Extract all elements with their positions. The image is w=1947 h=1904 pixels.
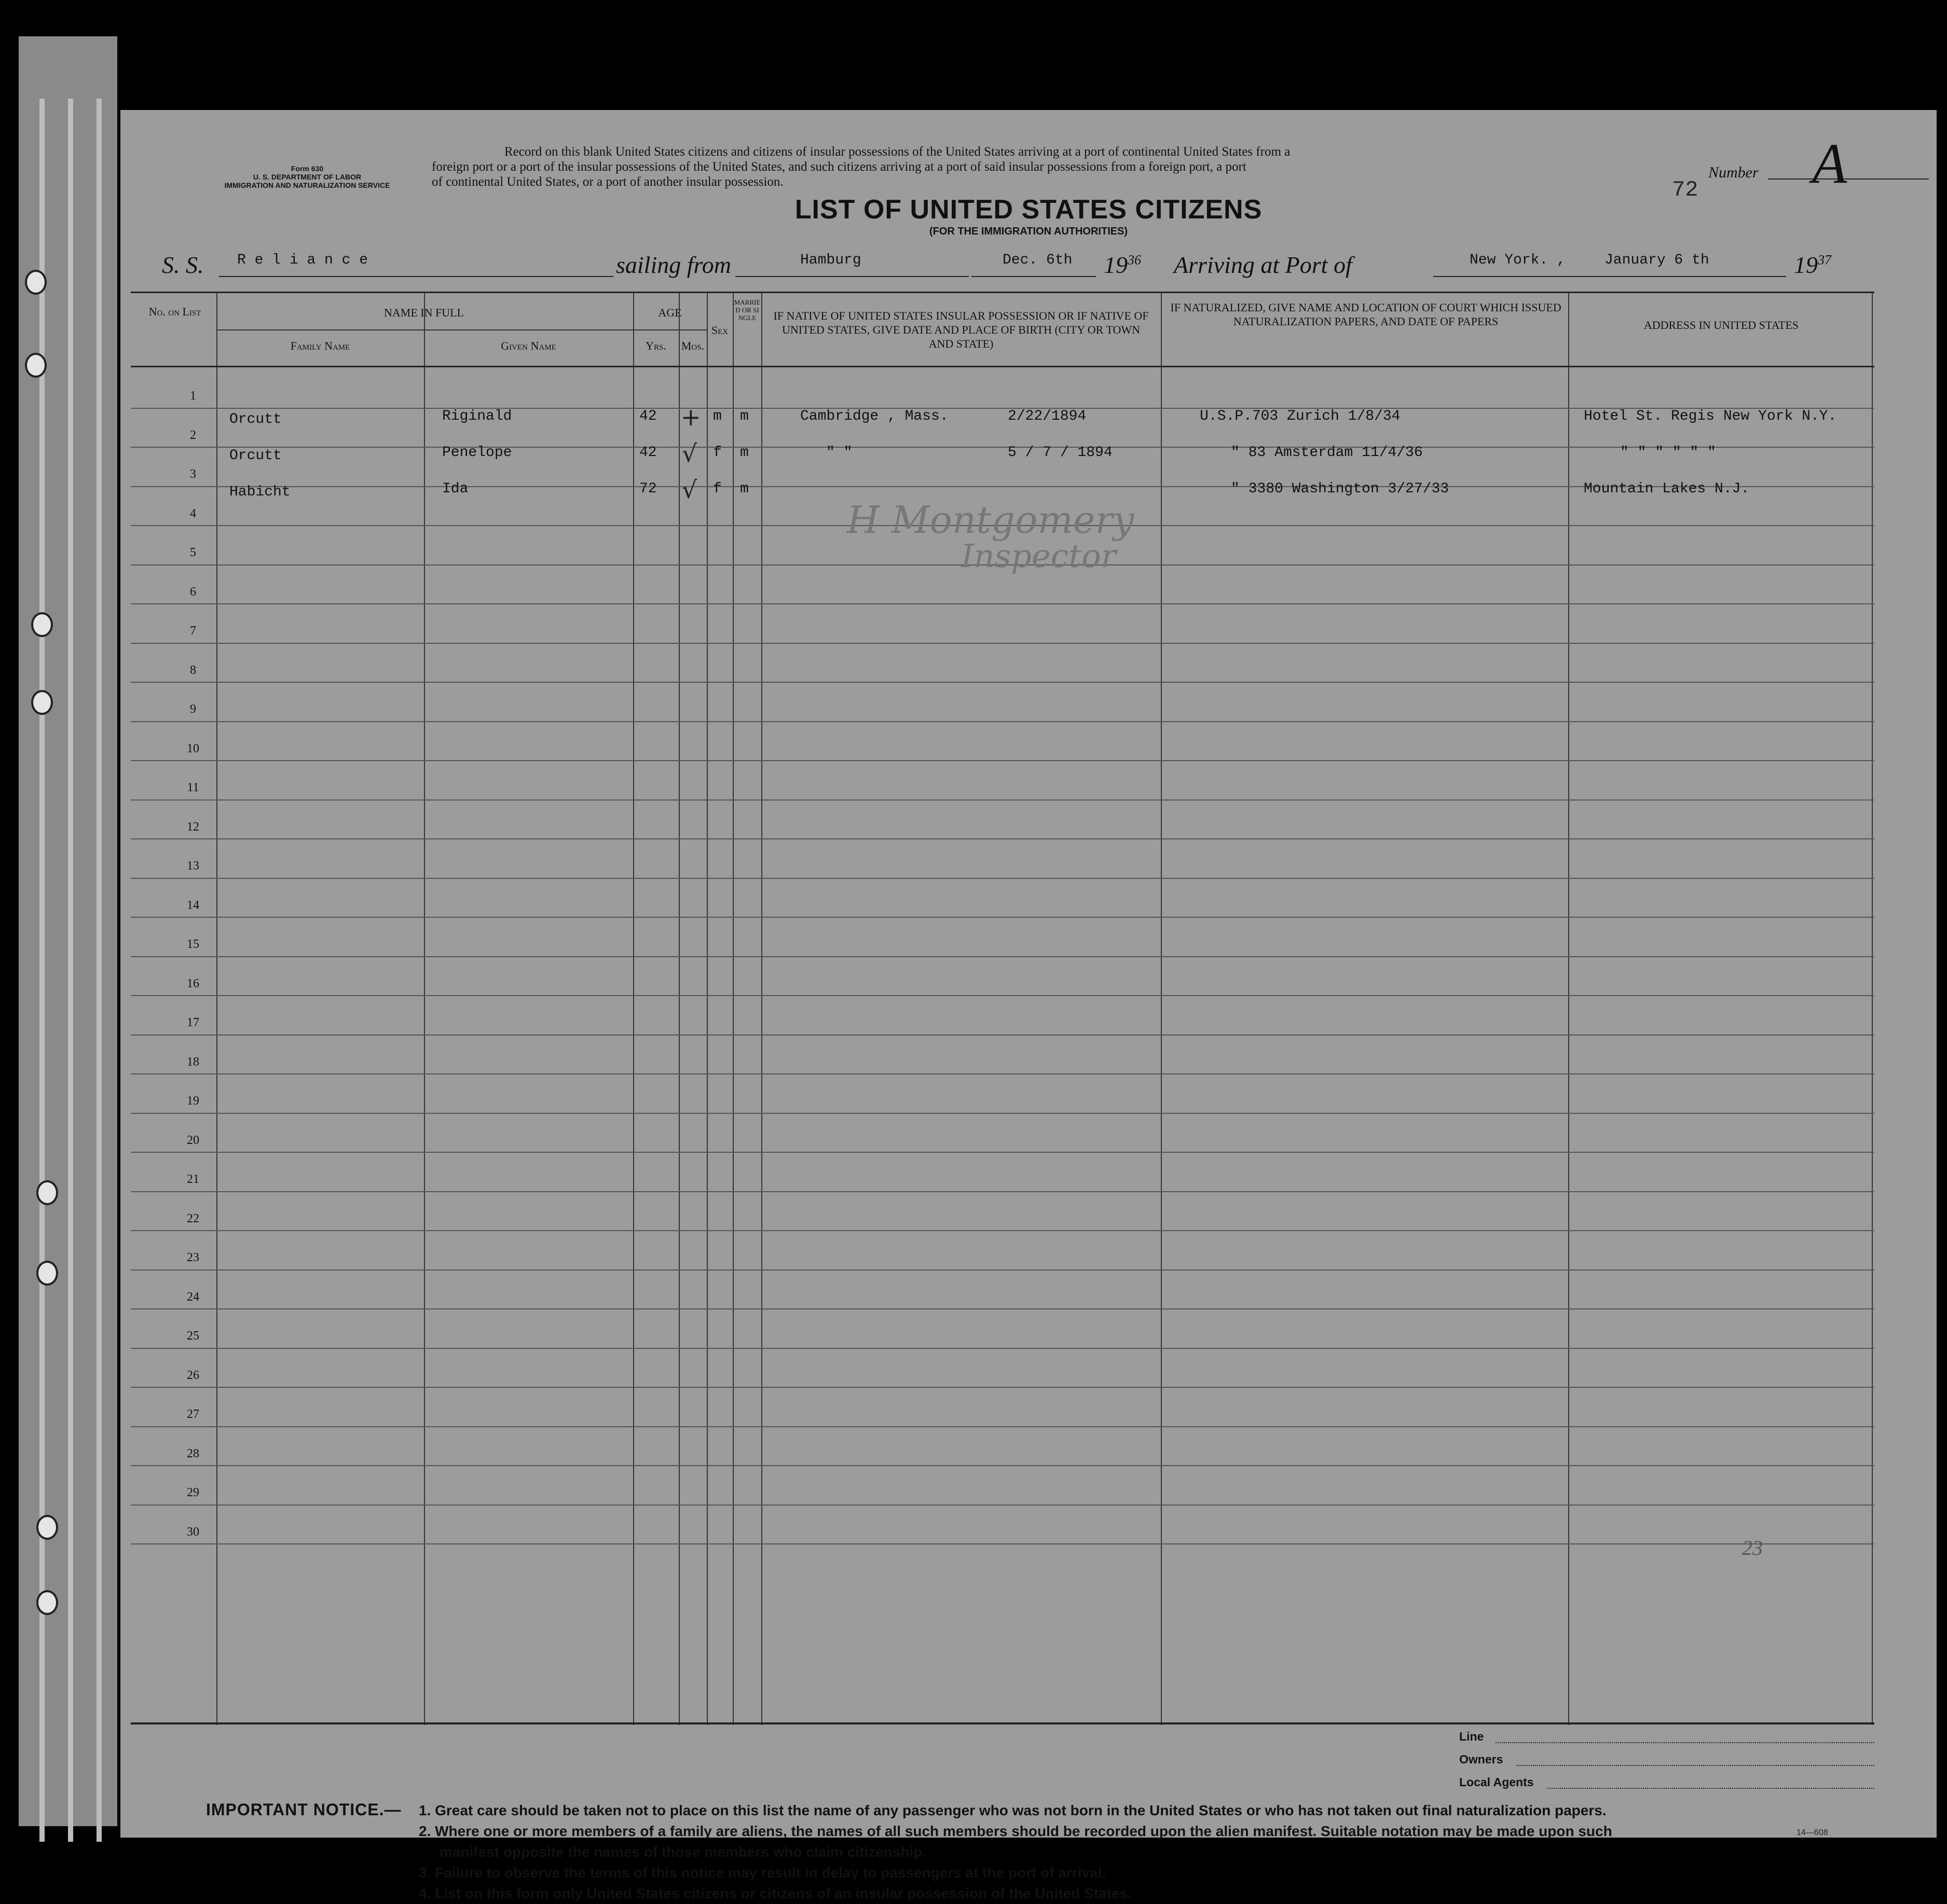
notice-item: 2. Where one or more members of a family are aliens, the names of all such members should be recorded upon the alien manifest. Suitable notation may be made upon such bbox=[419, 1823, 1612, 1839]
notice-item: 4. List on this form only United States citizens or citizens of an insular possession of the United States. bbox=[419, 1885, 1132, 1901]
sex: f bbox=[713, 445, 722, 461]
port-to: New York. , bbox=[1470, 252, 1566, 268]
row-number: 12 bbox=[187, 820, 199, 834]
row-line bbox=[131, 1191, 1874, 1192]
binder-strip bbox=[19, 36, 117, 1826]
row-number: 24 bbox=[187, 1290, 199, 1304]
row-number: 19 bbox=[187, 1094, 199, 1108]
given-name: Penelope bbox=[442, 445, 512, 461]
instruction-line: foreign port or a port of the insular possessions of the United States, and such citizens arriving at a port of said insular possessions from a foreign port, a port bbox=[432, 160, 1246, 174]
row-line bbox=[131, 1230, 1874, 1231]
instruction-line: of continental United States, or a port of another insular possession. bbox=[432, 175, 784, 189]
given-name: Ida bbox=[442, 481, 469, 497]
marital-status: m bbox=[740, 445, 749, 461]
birth-date: 5 / 7 / 1894 bbox=[1008, 445, 1113, 461]
naturalization-court: " 83 Amsterdam 11/4/36 bbox=[1231, 445, 1423, 461]
number-underline bbox=[1768, 178, 1929, 180]
col-header-marital: MARRIED OR SINGLE bbox=[734, 298, 761, 322]
port-from: Hamburg bbox=[800, 252, 861, 268]
row-line bbox=[131, 721, 1874, 722]
birth-place: Cambridge , Mass. bbox=[800, 408, 949, 424]
punch-hole bbox=[36, 1180, 58, 1205]
punch-hole bbox=[25, 270, 47, 295]
row-number: 29 bbox=[187, 1486, 199, 1499]
row-number: 11 bbox=[187, 781, 199, 794]
marital-status: m bbox=[740, 408, 749, 424]
row-number: 16 bbox=[187, 976, 199, 990]
row-line bbox=[131, 643, 1874, 644]
departure-year: 36 bbox=[1128, 252, 1141, 268]
row-line bbox=[131, 1348, 1874, 1349]
row-number: 27 bbox=[187, 1408, 199, 1421]
instructions bbox=[432, 144, 1739, 189]
row-line bbox=[131, 956, 1874, 957]
row-line bbox=[131, 603, 1874, 604]
notice-item: 1. Great care should be taken not to place on this list the name of any passenger who was not born in the United States or who has not taken out final naturalization papers. bbox=[419, 1802, 1607, 1818]
sex: f bbox=[713, 481, 722, 497]
row-number: 9 bbox=[190, 702, 196, 716]
row-number: 25 bbox=[187, 1329, 199, 1343]
family-name: Orcutt bbox=[229, 411, 282, 427]
row-line bbox=[131, 1308, 1874, 1309]
given-name: Riginald bbox=[442, 408, 512, 424]
row-line bbox=[131, 1270, 1874, 1271]
departure-date: Dec. 6th bbox=[1003, 252, 1073, 268]
row-number: 1 bbox=[190, 389, 196, 403]
us-address: " " " " " " bbox=[1620, 445, 1716, 461]
punch-hole bbox=[36, 1515, 58, 1540]
col-header-family: Family Name bbox=[290, 339, 350, 352]
row-number: 28 bbox=[187, 1446, 199, 1460]
col-header-given: Given Name bbox=[501, 339, 556, 352]
row-line bbox=[131, 1465, 1874, 1466]
naturalization-court: " 3380 Washington 3/27/33 bbox=[1231, 481, 1449, 497]
row-number: 26 bbox=[187, 1368, 199, 1382]
punch-hole bbox=[31, 690, 53, 715]
document-code: 14—608 bbox=[1797, 1828, 1828, 1837]
arriving-label: Arriving at Port of bbox=[1174, 252, 1352, 278]
family-name: Habicht bbox=[229, 484, 291, 500]
row-line bbox=[131, 1505, 1874, 1506]
birth-place: " " bbox=[826, 445, 853, 461]
us-address: Mountain Lakes N.J. bbox=[1584, 481, 1750, 497]
row-line bbox=[131, 878, 1874, 879]
row-line bbox=[131, 1034, 1874, 1036]
manifest-sheet bbox=[120, 110, 1937, 1901]
voyage-line bbox=[120, 246, 1937, 287]
inspector-title: Inspector bbox=[961, 537, 1117, 575]
ship-name: R e l i a n c e bbox=[237, 252, 368, 268]
row-line bbox=[131, 1073, 1874, 1074]
sailing-label: sailing from bbox=[616, 252, 731, 278]
number-value: A bbox=[1812, 132, 1847, 195]
row-number: 17 bbox=[187, 1016, 199, 1029]
instruction-line: Record on this blank United States citizens and citizens of insular possessions of the United States arriving at a port of continental United States from a bbox=[504, 145, 1291, 159]
row-line bbox=[131, 838, 1874, 839]
row-line bbox=[131, 917, 1874, 918]
punch-hole bbox=[25, 353, 47, 378]
row-line bbox=[131, 1426, 1874, 1427]
col-header-naturalized: IF NATURALIZED, GIVE NAME AND LOCATION OF COURT WHICH ISSUED NATURALIZATION PAPERS, AND DATE OF PAPERS bbox=[1170, 301, 1561, 328]
row-number: 20 bbox=[187, 1133, 199, 1147]
passenger-table bbox=[131, 292, 1874, 1725]
row-line bbox=[131, 1113, 1874, 1114]
page-title: LIST OF UNITED STATES CITIZENS bbox=[794, 195, 1263, 225]
table-bottom-rule bbox=[131, 1722, 1874, 1724]
notice-item: manifest opposite the names of those members who claim citizenship. bbox=[440, 1844, 927, 1860]
col-header-name: NAME IN FULL bbox=[384, 306, 464, 319]
marital-status: m bbox=[740, 481, 749, 497]
naturalization-court: U.S.P.703 Zurich 1/8/34 bbox=[1200, 408, 1401, 424]
row-number: 21 bbox=[187, 1172, 199, 1186]
ss-label: S. S. bbox=[162, 252, 204, 278]
row-number: 13 bbox=[187, 859, 199, 873]
birth-date: 2/22/1894 bbox=[1008, 408, 1087, 424]
form-number: Form 630 bbox=[291, 164, 324, 173]
row-number: 5 bbox=[190, 546, 196, 559]
punch-hole bbox=[36, 1261, 58, 1286]
row-number: 3 bbox=[190, 467, 196, 481]
family-name: Orcutt bbox=[229, 448, 282, 464]
page-edge bbox=[97, 99, 102, 1842]
arrival-year: 37 bbox=[1818, 252, 1831, 268]
page-edge bbox=[68, 99, 73, 1842]
row-line bbox=[131, 1387, 1874, 1388]
notice-title: IMPORTANT NOTICE.— bbox=[206, 1800, 402, 1819]
local-agents-label: Local Agents bbox=[1459, 1775, 1534, 1789]
us-address: Hotel St. Regis New York N.Y. bbox=[1584, 408, 1837, 424]
row-number: 22 bbox=[187, 1211, 199, 1225]
age-years: 42 bbox=[639, 445, 657, 461]
number-label: Number bbox=[1708, 164, 1759, 181]
line-label: Line bbox=[1459, 1730, 1484, 1743]
col-header-birth: IF NATIVE OF UNITED STATES INSULAR POSSESSION OR IF NATIVE OF UNITED STATES, GIVE DATE AND PLACE OF BIRTH (CITY OR TOWN AND STATE) bbox=[773, 309, 1149, 350]
corner-number: 23 bbox=[1742, 1536, 1763, 1560]
year-prefix: $19^{36}$ bbox=[1104, 252, 1141, 278]
age-years: 42 bbox=[639, 408, 657, 424]
col-header-sex: Sex bbox=[711, 324, 729, 337]
row-number: 18 bbox=[187, 1055, 199, 1069]
row-line bbox=[131, 799, 1874, 801]
arrival-year-prefix: $19^{37}$ bbox=[1794, 252, 1831, 278]
row-line bbox=[131, 447, 1874, 448]
department: U. S. DEPARTMENT OF LABOR bbox=[253, 173, 362, 181]
row-number: 4 bbox=[190, 506, 196, 520]
row-number: 30 bbox=[187, 1525, 199, 1539]
row-line bbox=[131, 682, 1874, 683]
arrival-date: January 6 th bbox=[1605, 252, 1709, 268]
check-mark: √ bbox=[682, 439, 697, 467]
row-number: 2 bbox=[190, 428, 196, 442]
row-number: 14 bbox=[187, 898, 199, 912]
row-line bbox=[131, 1152, 1874, 1153]
col-header-address: ADDRESS IN UNITED STATES bbox=[1643, 319, 1799, 332]
row-number: 10 bbox=[187, 741, 199, 755]
check-mark: √ bbox=[682, 476, 697, 504]
page-number: 72 bbox=[1672, 177, 1698, 202]
col-header-no: No. on List bbox=[148, 305, 201, 318]
owners-label: Owners bbox=[1459, 1753, 1503, 1766]
row-number: 15 bbox=[187, 937, 199, 951]
age-years: 72 bbox=[639, 481, 657, 497]
row-number: 7 bbox=[190, 624, 196, 638]
col-header-yrs: Yrs. bbox=[646, 339, 666, 352]
page-subtitle: (FOR THE IMMIGRATION AUTHORITIES) bbox=[929, 226, 1128, 237]
punch-hole bbox=[31, 612, 53, 637]
col-header-mos: Mos. bbox=[681, 339, 705, 352]
row-line bbox=[131, 1543, 1874, 1544]
row-line bbox=[131, 760, 1874, 761]
inspector-signature: H Montgomery bbox=[847, 498, 1134, 542]
punch-hole bbox=[36, 1590, 58, 1615]
col-header-age: AGE bbox=[658, 306, 682, 319]
row-number: 8 bbox=[190, 663, 196, 677]
sex: m bbox=[713, 408, 722, 424]
form-reference bbox=[152, 164, 463, 189]
row-line bbox=[131, 995, 1874, 996]
row-number: 23 bbox=[187, 1251, 199, 1264]
service: IMMIGRATION AND NATURALIZATION SERVICE bbox=[224, 181, 390, 189]
notice-item: 3. Failure to observe the terms of this notice may result in delay to passengers at the port of arrival. bbox=[419, 1865, 1106, 1881]
important-notice bbox=[419, 1800, 1903, 1904]
check-mark: + bbox=[681, 403, 701, 431]
row-number: 6 bbox=[190, 585, 196, 599]
